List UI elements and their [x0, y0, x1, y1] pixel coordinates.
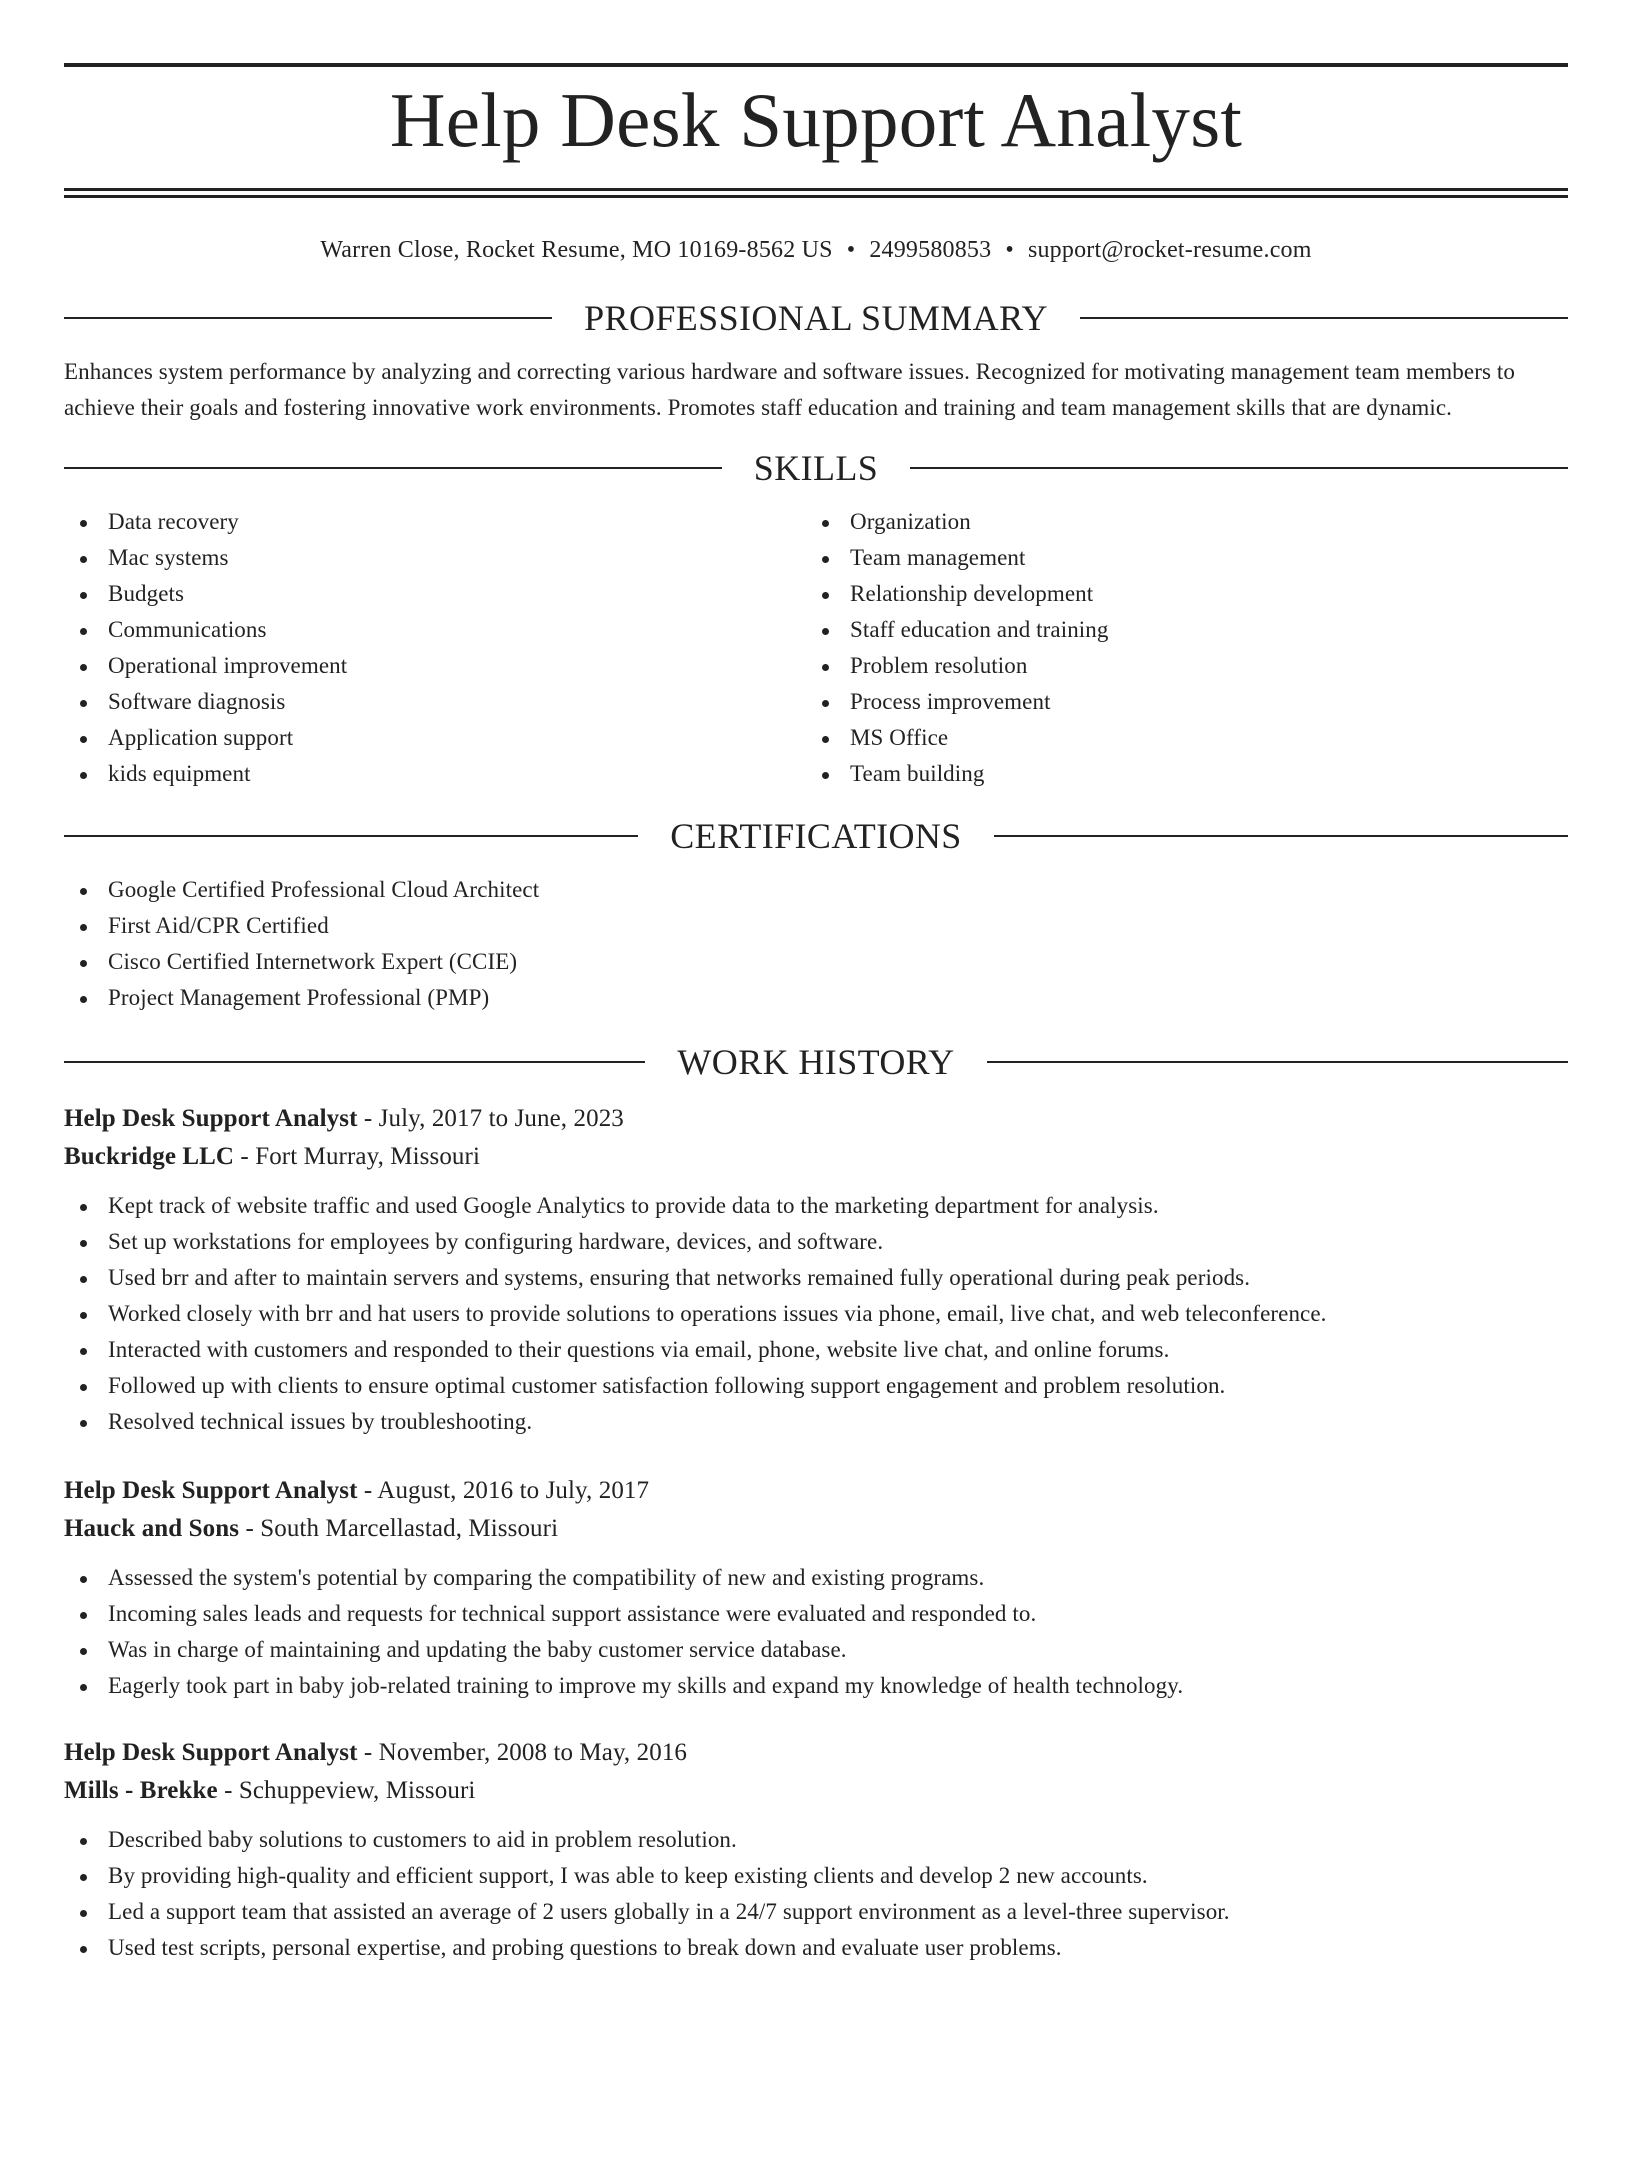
heading-rule: [987, 1061, 1568, 1063]
list-item: Team building: [806, 756, 1548, 792]
contact-line: [64, 234, 1568, 266]
list-item: Mac systems: [64, 540, 806, 576]
list-item: Cisco Certified Internetwork Expert (CCIE): [64, 944, 1568, 980]
job-location: - Fort Murray, Missouri: [234, 1143, 480, 1170]
contact-email: support@rocket-resume.com: [1027, 237, 1312, 263]
heading-rule: [994, 835, 1568, 837]
skills-column-left: [64, 504, 806, 792]
list-item: By providing high-quality and efficient support, I was able to keep existing clients and develop 2 new accounts.: [64, 1858, 1568, 1894]
list-item: kids equipment: [64, 756, 806, 792]
list-item: Worked closely with brr and hat users to provide solutions to operations issues via phone, email, live chat, and web teleconference.: [64, 1296, 1568, 1332]
section-heading-skills: [64, 446, 1568, 490]
list-item: Process improvement: [806, 684, 1548, 720]
job-location: - Schuppeview, Missouri: [217, 1777, 476, 1804]
heading-rule: [1080, 317, 1568, 319]
job-bullets: [64, 1188, 1568, 1440]
job-dates: - August, 2016 to July, 2017: [357, 1477, 650, 1504]
candidate-title: Help Desk Support Analyst: [389, 77, 1243, 163]
list-item: Used test scripts, personal expertise, and probing questions to break down and evaluate user problems.: [64, 1930, 1568, 1966]
list-item: Assessed the system's potential by comparing the compatibility of new and existing programs.: [64, 1560, 1568, 1596]
list-item: Budgets: [64, 576, 806, 612]
list-item: Incoming sales leads and requests for technical support assistance were evaluated and responded to.: [64, 1596, 1568, 1632]
heading-rule: [64, 1061, 645, 1063]
list-item: Followed up with clients to ensure optimal customer satisfaction following support engagement and problem resolution.: [64, 1368, 1568, 1404]
section-heading-work-history: [64, 1040, 1568, 1084]
section-title: CERTIFICATIONS: [670, 816, 962, 856]
job-bullets: [64, 1822, 1568, 1966]
list-item: Interacted with customers and responded to their questions via email, phone, website live chat, and online forums.: [64, 1332, 1568, 1368]
list-item: Problem resolution: [806, 648, 1548, 684]
job-entry: [64, 1100, 1568, 1440]
skills-grid: [64, 504, 1568, 792]
list-item: Described baby solutions to customers to aid in problem resolution.: [64, 1822, 1568, 1858]
job-title: Help Desk Support Analyst: [64, 1739, 358, 1766]
job-title: Help Desk Support Analyst: [64, 1477, 358, 1504]
list-item: Resolved technical issues by troubleshooting.: [64, 1404, 1568, 1440]
list-item: Kept track of website traffic and used Google Analytics to provide data to the marketing department for analysis.: [64, 1188, 1568, 1224]
heading-rule: [910, 467, 1568, 469]
job-company: Mills - Brekke: [64, 1777, 218, 1804]
contact-separator: •: [846, 237, 856, 263]
list-item: Relationship development: [806, 576, 1548, 612]
skills-list-left: [64, 504, 806, 792]
job-entry: [64, 1472, 1568, 1704]
contact-phone: 2499580853: [869, 237, 992, 263]
contact-address: Warren Close, Rocket Resume, MO 10169-8562 US: [320, 237, 833, 263]
list-item: First Aid/CPR Certified: [64, 908, 1568, 944]
resume-page: [0, 63, 1632, 2175]
job-title: Help Desk Support Analyst: [64, 1105, 358, 1132]
list-item: Used brr and after to maintain servers and systems, ensuring that networks remained fully operational during peak periods.: [64, 1260, 1568, 1296]
job-location: - South Marcellastad, Missouri: [239, 1515, 559, 1542]
heading-rule: [64, 835, 638, 837]
job-company-line: [64, 1510, 1568, 1548]
list-item: Application support: [64, 720, 806, 756]
list-item: Google Certified Professional Cloud Architect: [64, 872, 1568, 908]
certifications-list: [64, 872, 1568, 1016]
job-dates: - November, 2008 to May, 2016: [357, 1739, 688, 1766]
job-company-line: [64, 1772, 1568, 1810]
list-item: Operational improvement: [64, 648, 806, 684]
job-title-line: [64, 1472, 1568, 1510]
job-bullets: [64, 1560, 1568, 1704]
job-entry: [64, 1734, 1568, 1966]
list-item: Organization: [806, 504, 1548, 540]
list-item: MS Office: [806, 720, 1548, 756]
list-item: Was in charge of maintaining and updating the baby customer service database.: [64, 1632, 1568, 1668]
list-item: Data recovery: [64, 504, 806, 540]
section-heading-summary: [64, 296, 1568, 340]
list-item: Software diagnosis: [64, 684, 806, 720]
skills-list-right: [806, 504, 1548, 792]
job-company: Buckridge LLC: [64, 1143, 235, 1170]
section-title: SKILLS: [753, 448, 879, 488]
list-item: Communications: [64, 612, 806, 648]
list-item: Staff education and training: [806, 612, 1548, 648]
job-company: Hauck and Sons: [64, 1515, 240, 1542]
heading-rule: [64, 467, 722, 469]
list-item: Project Management Professional (PMP): [64, 980, 1568, 1016]
section-heading-certifications: [64, 814, 1568, 858]
job-title-line: [64, 1734, 1568, 1772]
heading-rule: [64, 317, 552, 319]
job-company-line: [64, 1138, 1568, 1176]
contact-separator: •: [1005, 237, 1014, 263]
job-dates: - July, 2017 to June, 2023: [357, 1105, 624, 1132]
section-title: WORK HISTORY: [677, 1042, 955, 1082]
list-item: Set up workstations for employees by configuring hardware, devices, and software.: [64, 1224, 1568, 1260]
job-title-line: [64, 1100, 1568, 1138]
section-title: PROFESSIONAL SUMMARY: [584, 298, 1048, 338]
skills-column-right: [806, 504, 1548, 792]
list-item: Eagerly took part in baby job-related training to improve my skills and expand my knowledge of health technology.: [64, 1668, 1568, 1704]
header-double-rule: [64, 188, 1568, 198]
list-item: Led a support team that assisted an average of 2 users globally in a 24/7 support environment as a level-three supervisor.: [64, 1894, 1568, 1930]
summary-text: Enhances system performance by analyzing and correcting various hardware and software issues. Recognized for motivating management team members to achieve their goals and fostering innovative work environments. Promotes staff education and training and team management skills that are dynamic.: [64, 359, 1515, 420]
list-item: Team management: [806, 540, 1548, 576]
